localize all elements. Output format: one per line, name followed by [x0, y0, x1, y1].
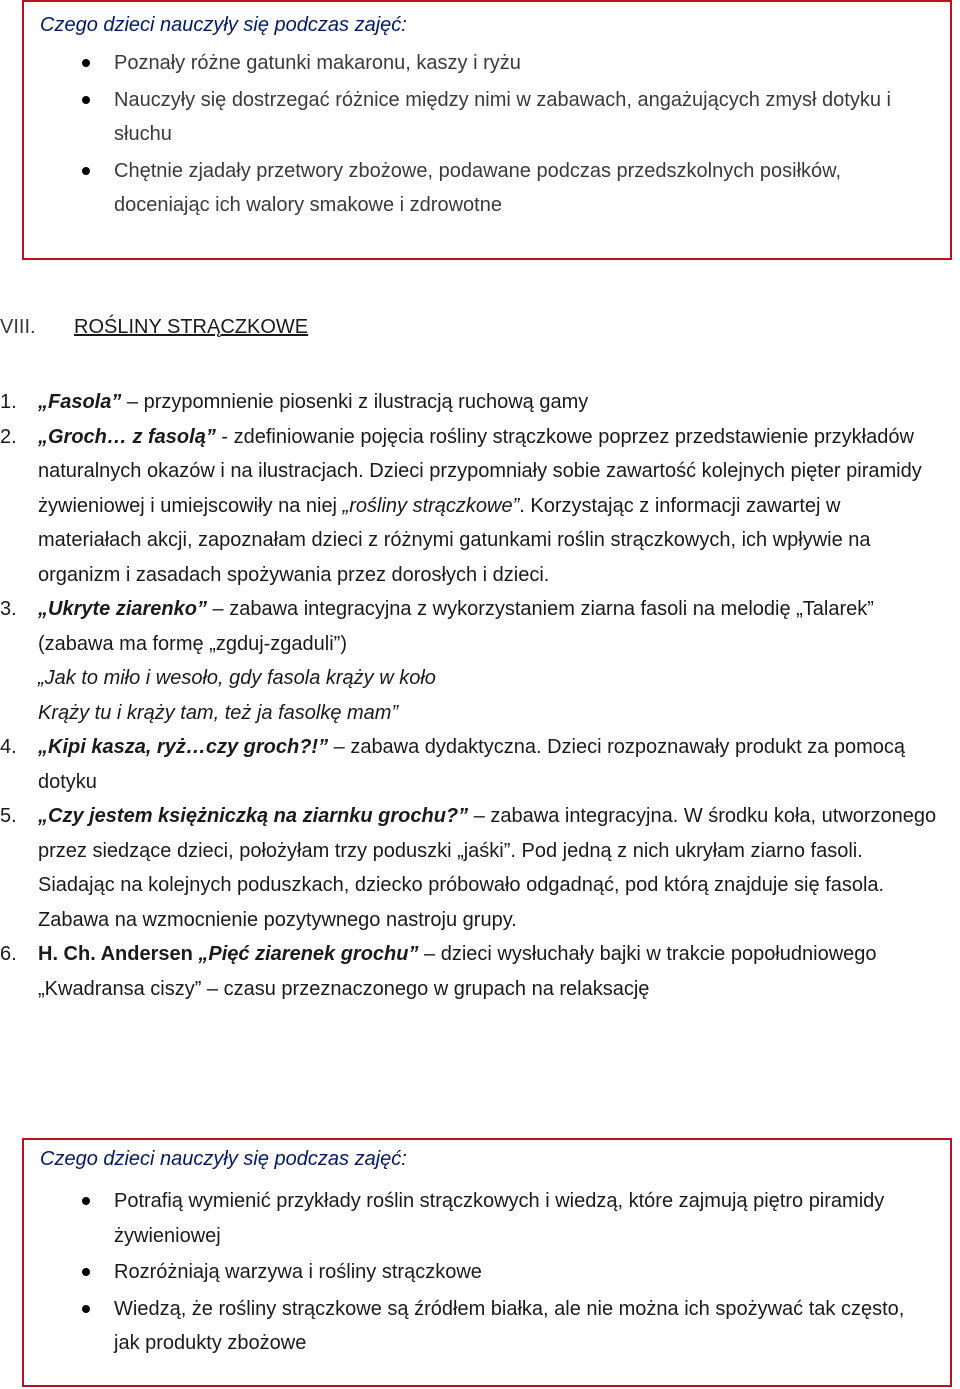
- activity-item-1: 1. „Fasola” – przypomnienie piosenki z ilustracją ruchową gamy: [0, 391, 589, 413]
- summary-list: [24, 46, 950, 225]
- activity-item-2: 2. „Groch… z fasolą” - zdefiniowanie pojęcia rośliny strączkowe poprzez przedstawienie przykładów naturalnych okazów i na ilustracjach. Dzieci przypomniały sobie zawartość kolejnych pięter piramidy żywieniowej i umiejscowiły na niej „rośliny strączkowe”. Korzystając z informacji zawartej w materiałach akcji, zapoznałam dzieci z różnymi gatunkami roślin strączkowych, ich wpływie na organizm i zasadach spożywania przez dorosłych i dzieci.: [0, 425, 922, 586]
- section-number: VIII.: [0, 316, 36, 338]
- bullet-icon: [82, 1305, 90, 1313]
- summary-box-title: Czego dzieci nauczyły się podczas zajęć:: [40, 14, 407, 36]
- list-item: Wiedzą, że rośliny strączkowe są źródłem białka, ale nie można ich spożywać tak często, jak produkty zbożowe: [24, 1292, 950, 1361]
- activity-list: [0, 385, 940, 1006]
- bullet-icon: [82, 96, 90, 104]
- activity-item-5: 5. „Czy jestem księżniczką na ziarnku grochu?” – zabawa integracyjna. W środku koła, utworzonego przez siedzące dzieci, położyłam trzy poduszki „jaśki”. Pod jedną z nich ukryłam ziarno fasoli. Siadając na kolejnych poduszkach, dziecko próbowało odgadnąć, pod którą znajduje się fasola. Zabawa na wzmocnienie pozytywnego nastroju grupy.: [0, 805, 937, 931]
- activity-item-6: 6. H. Ch. Andersen „Pięć ziarenek grochu” – dzieci wysłuchały bajki w trakcie popołudniowego „Kwadransa ciszy” – czasu przeznaczonego w grupach na relaksację: [0, 943, 877, 1000]
- section-title: ROŚLINY STRĄCZKOWE: [74, 316, 309, 338]
- list-item: Chętnie zjadały przetwory zbożowe, podawane podczas przedszkolnych posiłków, doceniając ich walory smakowe i zdrowotne: [24, 154, 950, 223]
- summary-box-top: [22, 0, 952, 260]
- activity-item-4: 4. „Kipi kasza, ryż…czy groch?!” – zabawa dydaktyczna. Dzieci rozpoznawały produkt za pomocą dotyku: [0, 736, 906, 793]
- list-item: Potrafią wymienić przykłady roślin strączkowych i wiedzą, które zajmują piętro piramidy żywieniowej: [24, 1184, 950, 1253]
- bullet-icon: [82, 1197, 90, 1205]
- list-item: Nauczyły się dostrzegać różnice między nimi w zabawach, angażujących zmysł dotyku i słuchu: [24, 83, 950, 152]
- summary-box-title: Czego dzieci nauczyły się podczas zajęć:: [40, 1148, 407, 1170]
- list-item: Poznały różne gatunki makaronu, kaszy i ryżu: [24, 46, 950, 81]
- summary-box-bottom: [22, 1138, 952, 1387]
- summary-list: [24, 1184, 950, 1363]
- bullet-icon: [82, 167, 90, 175]
- bullet-icon: [82, 1268, 90, 1276]
- list-item: Rozróżniają warzywa i rośliny strączkowe: [24, 1255, 950, 1290]
- bullet-icon: [82, 59, 90, 67]
- section-heading: [0, 316, 960, 350]
- activity-item-3: 3. „Ukryte ziarenko” – zabawa integracyjna z wykorzystaniem ziarna fasoli na melodię „Talarek” (zabawa ma formę „zgduj-zgaduli”) „Jak to miło i wesoło, gdy fasola krąży w koło Krąży tu i krąży tam, też ja fasolkę mam”: [0, 598, 874, 724]
